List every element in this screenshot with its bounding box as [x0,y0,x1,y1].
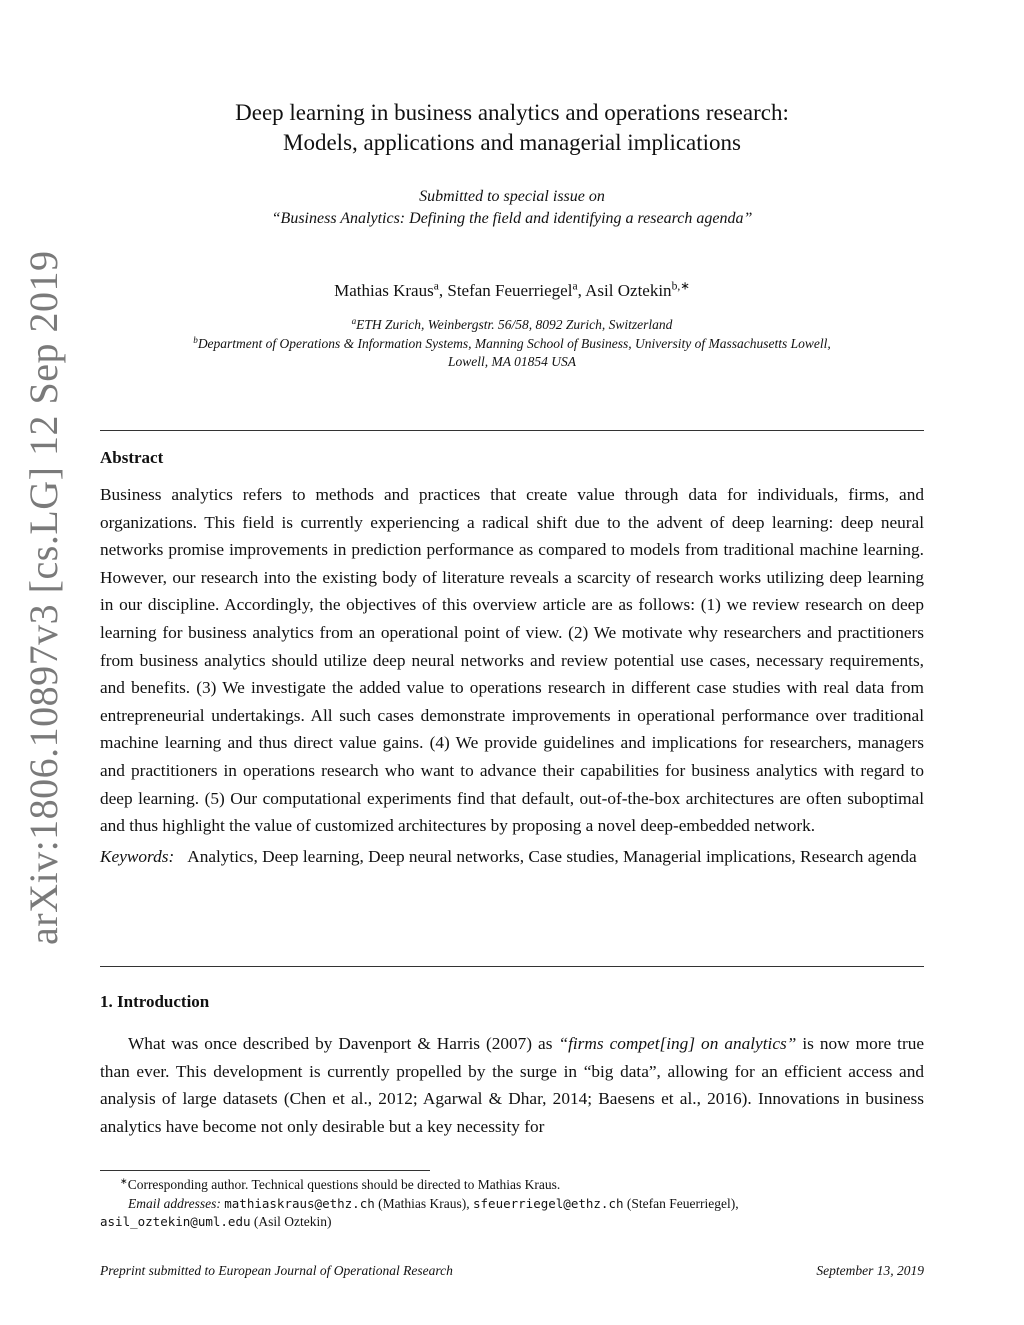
footnote-marker: ∗ [120,1175,128,1186]
email-link[interactable]: asil_oztekin@uml.edu [100,1214,251,1229]
email-owner: (Asil Oztekin) [253,1214,332,1229]
affiliation-text: Department of Operations & Information Systems, Manning School of Business, University of Massachusetts Lowell, [197,336,831,351]
email-label: Email addresses: [128,1196,221,1211]
email-owner: (Mathias Kraus), [378,1196,470,1211]
intro-text-part-2: is now more true than ever. This development is currently propelled by the surge in “big data”, allowing for an efficient access and analysis of large datasets (Chen et al., 2012; Agarwal & Dhar, 2014; Baesens et al., 2016). Innovations in business analytics have become not only desirable but a key necessity for [100,1034,925,1136]
abstract-body [100,481,924,870]
section-heading-introduction: 1. Introduction [100,992,210,1011]
affiliation-b [0,336,1024,352]
footnote-text: Corresponding author. Technical questions should be directed to Mathias Kraus. [127,1177,561,1192]
author-affil-sup: a [433,279,439,293]
abstract-bottom-rule [100,966,924,967]
author-name: Stefan Feuerriegel [447,281,573,300]
affiliation-b-line-2: Lowell, MA 01854 USA [448,354,576,369]
submission-note-line-2: “Business Analytics: Defining the field and identifying a research agenda” [271,210,753,227]
footnote-rule [100,1170,430,1171]
author-affil-sup: a [572,279,578,293]
keywords-text: Analytics, Deep learning, Deep neural networks, Case studies, Managerial implications, Research agenda [187,846,917,866]
affiliation-sup: a [351,315,357,326]
abstract-top-rule [100,430,924,431]
arxiv-stamp: arXiv:1806.10897v3 [cs.LG] 12 Sep 2019 [21,250,66,945]
intro-quote: “firms compet[ing] on analytics” [558,1034,797,1053]
abstract-heading: Abstract [100,448,164,467]
author-name: Asil Oztekin [585,281,672,300]
footnote-corresponding [120,1177,560,1193]
preprint-date: September 13, 2019 [816,1263,924,1278]
email-link[interactable]: sfeuerriegel@ethz.ch [473,1196,624,1211]
keywords-label: Keywords: [100,846,175,866]
submission-note-line-1: Submitted to special issue on [419,188,605,205]
paper-title-line-2: Models, applications and managerial implications [283,130,741,155]
footnote-emails [128,1196,739,1212]
intro-text [100,1030,924,1140]
introduction-paragraph [100,1030,924,1140]
author-list: Mathias Kraus$^a$, Stefan Feuerriegel$^a$, Asil Oztekin$^{b,∗}$ [334,279,690,300]
paper-title-line-1: Deep learning in business analytics and operations research: [235,100,789,125]
author-affil-sup: b,∗ [671,279,690,293]
affiliation-a [0,317,1024,333]
affiliation-text: ETH Zurich, Weinbergstr. 56/58, 8092 Zurich, Switzerland [356,317,673,332]
author-name: Mathias Kraus [334,281,434,300]
email-link[interactable]: mathiaskraus@ethz.ch [224,1196,375,1211]
intro-text-part-1: What was once described by Davenport & Harris (2007) as [128,1034,559,1053]
keywords-line [100,843,924,871]
affiliation-sup: b [193,334,198,345]
email-owner: (Stefan Feuerriegel), [626,1196,739,1211]
preprint-note: Preprint submitted to European Journal of Operational Research [100,1263,453,1278]
abstract-text: Business analytics refers to methods and practices that create value through data for individuals, firms, and organizations. This field is currently experiencing a radical shift due to the advent of deep learning: deep neural networks promise improvements in prediction performance as compared to models from traditional machine learning. However, our research into the existing body of literature reveals a scarcity of research works utilizing deep learning in our discipline. Accordingly, the objectives of this overview article are as follows: (1) we review research on deep learning for business analytics from an operational point of view. (2) We motivate why researchers and practitioners from business analytics should utilize deep neural networks and review potential use cases, necessary requirements, and benefits. (3) We investigate the added value to operations research in different case studies with real data from entrepreneurial undertakings. All such cases demonstrate improvements in operational performance over traditional machine learning and thus direct value gains. (4) We provide guidelines and implications for researchers, managers and practitioners in operations research who want to advance their capabilities for business analytics with regard to deep learning. (5) Our computational experiments find that default, out-of-the-box architectures are often suboptimal and thus highlight the value of customized architectures by proposing a novel deep-embedded network. [100,485,924,836]
footnote-emails-line-2 [100,1214,332,1230]
